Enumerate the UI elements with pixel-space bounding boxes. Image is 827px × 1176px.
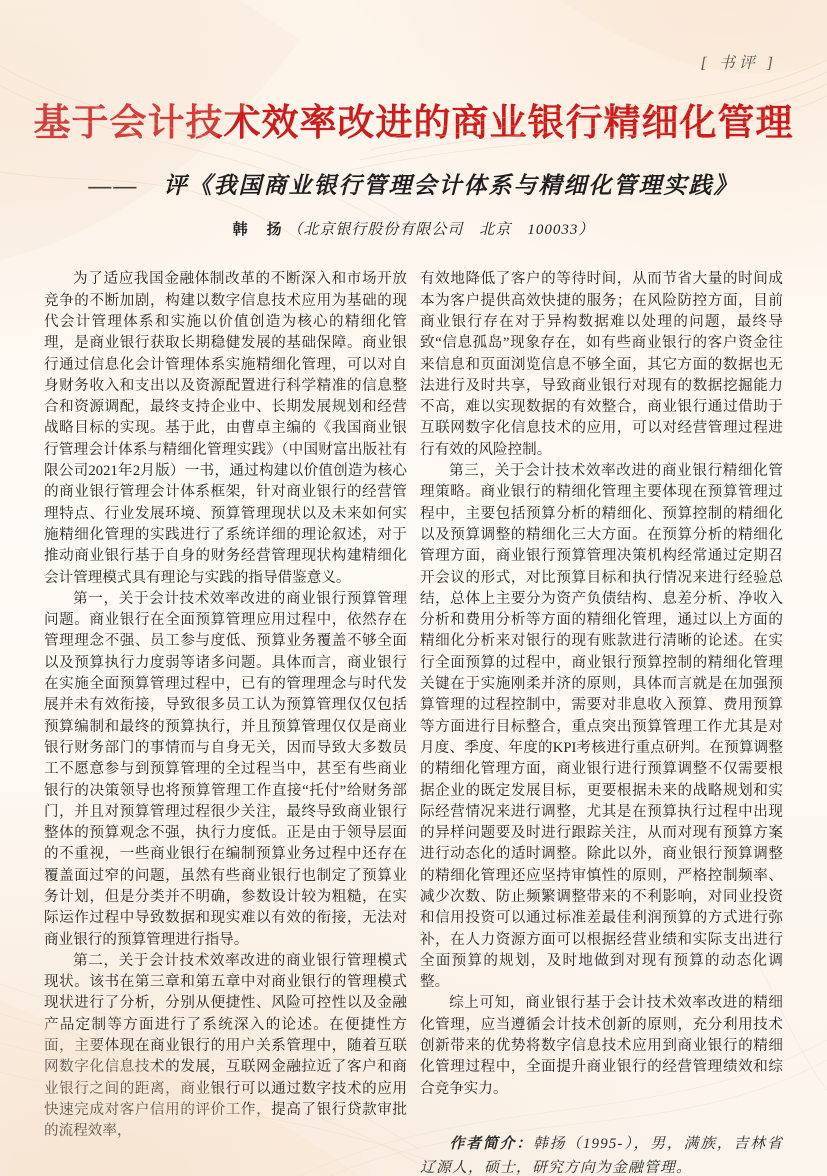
author-name: 韩 扬: [232, 222, 284, 239]
article-category-tag: [ 书评 ]: [700, 55, 777, 72]
byline: [0, 218, 827, 239]
author-bio-text: 韩扬（1995-），男，满族，吉林省辽源人，硕士，研究方向为金融管理。: [420, 1135, 783, 1176]
article-body: [0, 269, 827, 1176]
article-title: 基于会计技术效率改进的商业银行精细化管理: [33, 102, 794, 143]
paragraph-point-two-continuation: 有效地降低了客户的等待时间，从而节省大量的时间成本为客户提供高效快捷的服务；在风险防控方面，目前商业银行存在对于异构数据难以处理的问题，最终导致“信息孤岛”现象存在，如有些商业银行的客户资金往来信息和页面浏览信息不够全面，其它方面的数据也无法进行及时共享，导致商业银行对现有的数据挖掘能力不高，难以实现数据的有效整合，商业银行通过借助于互联网数字化信息技术的应用，可以对经营管理过程进行有效的风险控制。: [420, 271, 783, 458]
author-affiliation: （北京银行股份有限公司 北京 100033）: [287, 222, 595, 239]
paragraph-point-three: 第三，关于会计技术效率改进的商业银行精细化管理策略。商业银行的精细化管理主要体现在预算管理过程中，主要包括预算分析的精细化、预算控制的精细化以及预算调整的精细化三大方面。在预算分析的精细化管理方面，商业银行预算管理决策机构经常通过定期召开会议的形式，对比预算目标和执行情况来进行经验总结，总体上主要分为资产负债结构、息差分析、净收入分析和费用分析等方面的精细化管理，通过以上方面的精细化分析来对银行的现有账款进行清晰的论述。在实行全面预算的过程中，商业银行预算控制的精细化管理关键在于实施刚柔并济的原则，具体而言就是在加强预算管理的过程控制中，需要对非息收入预算、费用预算等方面进行目标整合，重点突出预算管理工作尤其是对月度、季度、年度的KPI考核进行重点研判。在预算调整的精细化管理方面，商业银行进行预算调整不仅需要根据企业的既定发展目标，更要根据未来的战略规划和实际经营情况来进行调整，尤其是在预算执行过程中出现的异样问题要及时进行跟踪关注，从而对现有预算方案进行动态化的适时调整。除此以外，商业银行预算调整的精细化管理还应坚持审慎性的原则，严格控制频率、减少次数、防止频繁调整带来的不利影响，对同业投资和信用投资可以通过标准差最佳利润预算的方式进行弥补，在人力资源方面可以根据经营业绩和实际支出进行全面预算的规划，及时地做到对现有预算的动态化调整。: [420, 463, 783, 991]
right-column: [420, 269, 783, 1176]
left-column: [44, 269, 407, 1176]
paragraph-point-one: 第一，关于会计技术效率改进的商业银行预算管理问题。商业银行在全面预算管理应用过程中，依然存在管理理念不强、员工参与度低、预算业务覆盖不够全面以及预算执行力度弱等诸多问题。具体而言，商业银行在实施全面预算管理过程中，已有的管理理念与时代发展并未有效衔接，导致很多员工认为预算管理仅仅包括预算编制和最终的预算执行，并且预算管理仅仅是商业银行财务部门的事情而与自身无关，因而导致大多数员工不愿意参与到预算管理的全过程当中，甚至有些商业银行的决策领导也将预算管理工作直接“托付”给财务部门，并且对预算管理过程很少关注，最终导致商业银行整体的预算观念不强，执行力度低。正是由于领导层面的不重视，一些商业银行在编制预算业务过程中还存在覆盖面过窄的问题，虽然有些商业银行也制定了预算业务计划，但是分类并不明确，参数设计较为粗糙，在实际运作过程中导致数据和现实难以有效的衔接，无法对商业银行的预算管理进行指导。: [44, 590, 407, 948]
author-bio-label: 作者简介：: [449, 1135, 533, 1152]
page-header: [0, 0, 827, 73]
paragraph-conclusion: 综上可知，商业银行基于会计技术效率改进的精细化管理，应当遵循会计技术创新的原则，充分利用技术创新带来的优势将数字信息技术应用到商业银行的精细化管理过程中，全面提升商业银行的经营管理绩效和综合竞争实力。: [420, 995, 783, 1097]
article-subtitle: —— 评《我国商业银行管理会计体系与精细化管理实践》: [88, 173, 739, 199]
author-bio: [420, 1132, 783, 1176]
paragraph-point-two: 第二，关于会计技术效率改进的商业银行管理模式现状。该书在第三章和第五章中对商业银行的管理模式现状进行了分析，分别从便捷性、风险可控性以及金融产品定制等方面进行了系统深入的论述。在便捷性方面，主要体现在商业银行的用户关系管理中，随着互联网数字化信息技术的发展，互联网金融拉近了客户和商业银行之间的距离，商业银行可以通过数字技术的应用快速完成对客户信用的评价工作，提高了银行贷款审批的流程效率，: [44, 952, 407, 1140]
paragraph-intro: 为了适应我国金融体制改革的不断深入和市场开放竞争的不断加剧，构建以数字信息技术应用为基础的现代会计管理体系和实施以价值创造为核心的精细化管理，是商业银行获取长期稳健发展的基础保障。商业银行通过信息化会计管理体系实施精细化管理，可以对自身财务收入和支出以及资源配置进行科学精准的信息整合和资源调配，最终支持企业中、长期发展规划和经营战略目标的实现。基于此，由曹卓主编的《我国商业银行管理会计体系与精细化管理实践》（中国财富出版社有限公司2021年2月版）一书，通过构建以价值创造为核心的商业银行管理会计体系框架，针对商业银行的经营管理特点、行业发展环境、预算管理现状以及未来如何实施精细化管理的实践进行了系统详细的理论叙述，对于推动商业银行基于自身的财务经营管理现状构建精细化会计管理模式具有理论与实践的指导借鉴意义。: [44, 271, 407, 586]
